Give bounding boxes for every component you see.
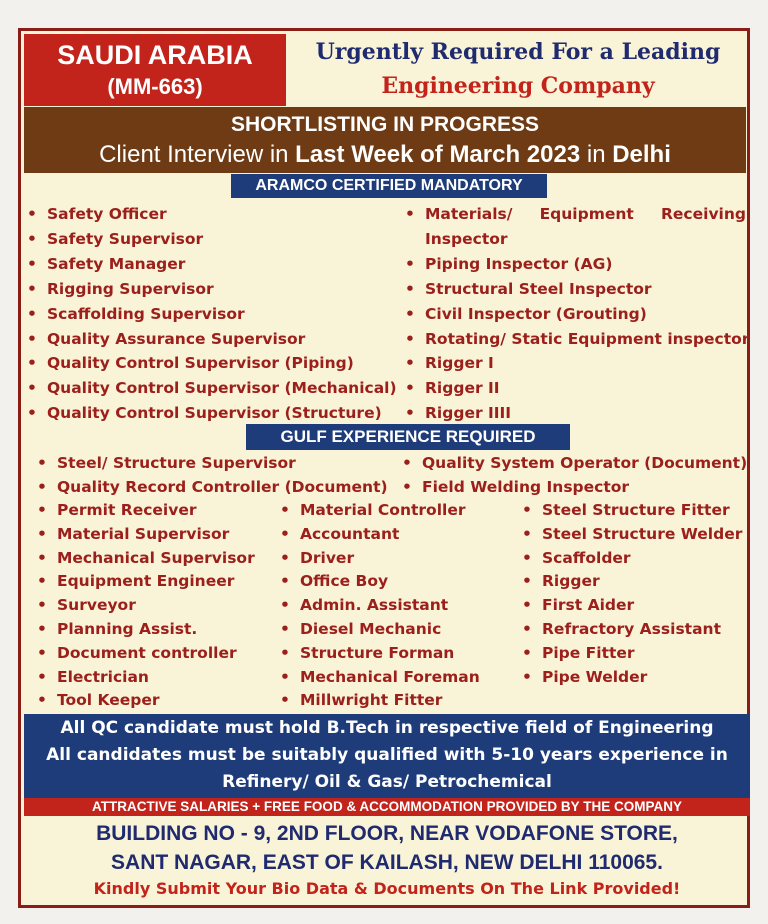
requirement-line: All QC candidate must hold B.Tech in respective field of Engineering (60, 718, 714, 738)
list-item: • Pipe Welder (518, 666, 742, 690)
list-item: • Civil Inspector (Grouting) (401, 302, 746, 327)
headline (289, 34, 747, 106)
list-item: • Material Supervisor (33, 523, 255, 547)
list-item-word: Receiving (660, 205, 746, 223)
list-item: • Structural Steel Inspector (401, 277, 746, 302)
requirement-line: Refinery/ Oil & Gas/ Petrochemical (222, 772, 552, 792)
list-item: • Safety Manager (23, 252, 397, 277)
gulf-list-col3 (518, 499, 742, 689)
list-item: • Quality Record Controller (Document) (33, 476, 388, 500)
requirements-banner (24, 714, 750, 798)
list-item: • Safety Supervisor (23, 227, 397, 252)
requirement-line: All candidates must be suitably qualified with 5-10 years experience in (46, 745, 728, 765)
list-item-word: • Materials/ (425, 205, 513, 223)
list-item: • Quality Control Supervisor (Structure) (23, 401, 397, 426)
office-address (24, 819, 750, 877)
list-item: • Piping Inspector (AG) (401, 252, 746, 277)
list-item-word: Inspector (425, 229, 508, 248)
list-item: • Quality Control Supervisor (Piping) (23, 351, 397, 376)
list-item: • Equipment Engineer (33, 570, 255, 594)
benefits-banner: ATTRACTIVE SALARIES + FREE FOOD & ACCOMMODATION PROVIDED BY THE COMPANY (24, 798, 750, 816)
aramco-section-title: ARAMCO CERTIFIED MANDATORY (231, 174, 547, 198)
list-item: • Quality Control Supervisor (Mechanical) (23, 376, 397, 401)
list-item: • Safety Officer (23, 202, 397, 227)
list-item: • Structure Forman (276, 642, 480, 666)
list-item: • Refractory Assistant (518, 618, 742, 642)
address-line: SANT NAGAR, EAST OF KAILASH, NEW DELHI 110065. (111, 851, 663, 874)
list-item: • Steel Structure Fitter (518, 499, 742, 523)
country-name: SAUDI ARABIA (57, 40, 253, 70)
gulf-list-col1 (33, 499, 255, 713)
list-item-word: Equipment (539, 205, 634, 223)
headline-line1: Urgently Required For a Leading (315, 39, 721, 65)
list-item: • Planning Assist. (33, 618, 255, 642)
list-item: • Tool Keeper (33, 689, 255, 713)
gulf-list-top-right (398, 452, 747, 499)
submit-note: Kindly Submit Your Bio Data & Documents On The Link Provided! (93, 879, 681, 898)
list-item: • Material Controller (276, 499, 480, 523)
headline-line2: Engineering Company (381, 73, 655, 99)
list-item: • Driver (276, 547, 480, 571)
list-item: • Electrician (33, 666, 255, 690)
shortlist-banner (24, 107, 746, 173)
list-item: • Rigger IIII (401, 401, 746, 426)
interview-mid: in (580, 141, 613, 168)
shortlist-status: SHORTLISTING IN PROGRESS (230, 113, 540, 136)
list-item: • Mechanical Supervisor (33, 547, 255, 571)
list-item: • Permit Receiver (33, 499, 255, 523)
list-item: • Scaffolder (518, 547, 742, 571)
job-poster (18, 28, 750, 908)
job-code: (MM-663) (107, 74, 203, 99)
list-item: • Rigger II (401, 376, 746, 401)
list-item: • Quality Assurance Supervisor (23, 327, 397, 352)
gulf-list-top-left (33, 452, 388, 499)
list-item: • Admin. Assistant (276, 594, 480, 618)
list-item: • Mechanical Foreman (276, 666, 480, 690)
list-item: • Pipe Fitter (518, 642, 742, 666)
list-item: • Surveyor (33, 594, 255, 618)
list-item: • Rigger (518, 570, 742, 594)
gulf-section-title: GULF EXPERIENCE REQUIRED (246, 424, 570, 450)
list-item: • Scaffolding Supervisor (23, 302, 397, 327)
list-item: • Accountant (276, 523, 480, 547)
list-item: • Millwright Fitter (276, 689, 480, 713)
interview-city: Delhi (612, 141, 671, 168)
list-item: • Steel/ Structure Supervisor (33, 452, 388, 476)
country-badge (24, 34, 286, 106)
list-item: • Office Boy (276, 570, 480, 594)
interview-prefix: Client Interview in (99, 141, 296, 168)
list-item: • Rigger I (401, 351, 746, 376)
list-item: • Rigging Supervisor (23, 277, 397, 302)
justified-line (425, 202, 746, 227)
interview-info (24, 140, 746, 170)
list-item: • Steel Structure Welder (518, 523, 742, 547)
list-item: • First Aider (518, 594, 742, 618)
list-item: • Quality System Operator (Document) (398, 452, 747, 476)
gulf-list-col2 (276, 499, 480, 713)
aramco-list-right (401, 202, 750, 426)
address-line: BUILDING NO - 9, 2ND FLOOR, NEAR VODAFONE STORE, (96, 822, 678, 845)
list-item: • Diesel Mechanic (276, 618, 480, 642)
list-item: • Rotating/ Static Equipment inspector (401, 327, 746, 352)
list-item (401, 202, 746, 252)
list-item: • Field Welding Inspector (398, 476, 747, 500)
aramco-list-left (23, 202, 397, 426)
interview-when: Last Week of March 2023 (295, 141, 581, 168)
list-item: • Document controller (33, 642, 255, 666)
